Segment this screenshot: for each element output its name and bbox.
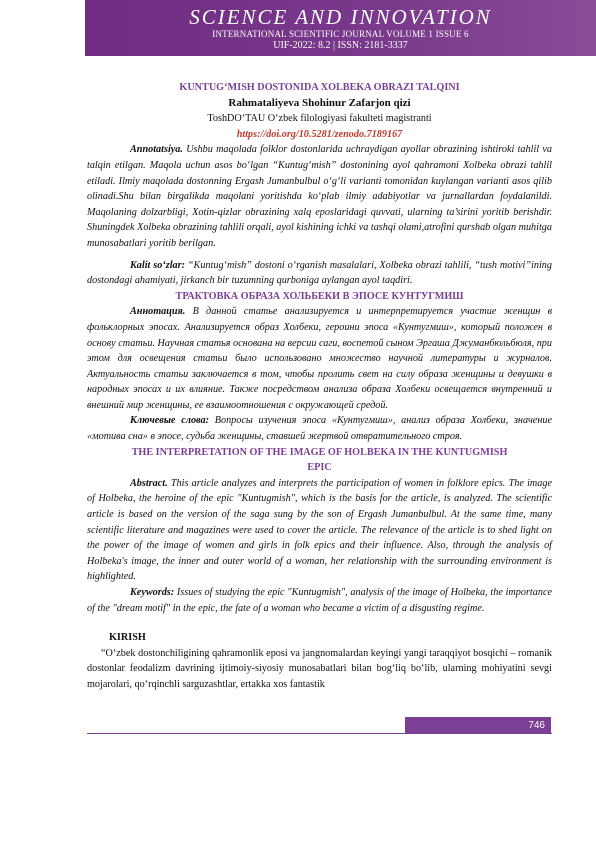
header-left-blank (0, 0, 85, 56)
annotation-uz-text: Ushbu maqolada folklor dostonlarida uchraydigan ayollar obrazining ishtiroki tahlil va talqin etilgan. Maqola uchun asos bo‘lgan “Kuntug‘mish” dostonining ayol qahramoni Xolbeka obrazi tahlil etiladi. Ilmiy maqolada dostonning Ergash Jumanbulbul o‘g‘li varianti tomonidan kuylangan varianti asos qilib olinadi.Shu bilan birgalikda maqolani yoritishda ko‘plab ilmiy adabiyotlar va jurnallardan foydalanildi. Maqolaning dolzarbligi, Xotin-qizlar obrazining xalq eposlaridagi quvvati, ularning ta’sirini yoritib berishdir. Shuningdek Xolbeka obrazining tahlili orqali, ayol kishining ichki va tashqi olami,atrofini qurshab olgan muhitga munosabatlari yoritib berilgan. (87, 144, 552, 249)
annotation-ru (87, 304, 552, 413)
keywords-ru (87, 413, 552, 444)
abstract-en (87, 476, 552, 585)
keywords-en (87, 585, 552, 616)
journal-volume: INTERNATIONAL SCIENTIFIC JOURNAL VOLUME 1 ISSUE 6 (212, 29, 469, 39)
abstract-en-text: This article analyzes and interprets the participation of women in folklore epics. The image of Holbeka, the heroine of the epic "Kuntugmish", which is the basis for the article, is analyzed. The scientific article is based on the version of the saga sung by the son of Ergash Jumanbulbul. At the same time, many scientific literature and magazines were used to cover the article. The relevance of the article is to shed light on the power of the image of women and girls in folk epics and their influence. Also, through the analysis of Holbeka's image, the inner and outer world of a woman, her relationship with the surrounding environment is highlighted. (87, 477, 552, 583)
section-heading: KIRISH (109, 632, 146, 644)
keywords-ru-label: Ключевые слова: (130, 415, 210, 427)
footer-divider (87, 733, 552, 734)
journal-issn: UIF-2022: 8.2 | ISSN: 2181-3337 (273, 40, 408, 51)
keywords-uz-text: “Kuntug‘mish” dostoni o‘rganish masalalari, Xolbeka obrazi tahlili, “tush motivi”ining dostondagi ahamiyati, jirkanch bir tuzumning qurboniga aylangan ayol taqdiri. (87, 259, 552, 287)
journal-title: SCIENCE AND INNOVATION (189, 5, 492, 29)
annotation-ru-text: В данной статье анализируется и интерпретируется участие женщин в фольклорных эпосах. Анализируется образ Холбеки, героини эпоса «Кунтугмиш», который положен в основу статьи. Научная статья основана на версии саги, воспетой сыном Эргаша Джуманбюльбюля, при этом для освещения статьи было использовано множество научной литературы и журналов. Актуальность статьи заключается в том, чтобы пролить свет на силу образа женщины и девушки в народных эпосах и их влияние. Также посредством анализа образа Холбеки освещается внутренний и внешний мир женщины, ее взаимоотношения с окружающей средой. (87, 306, 552, 411)
journal-header (85, 0, 596, 56)
doi-link[interactable]: https://doi.org/10.5281/zenodo.7189167 (236, 128, 403, 140)
keywords-ru-text: Вопросы изучения эпоса «Кунтугмиш», анализ образа Холбеки, значение «мотива сна» в эпосе, судьба женщины, ставшей жертвой отвратительного строя. (87, 415, 552, 443)
annotation-uz (87, 142, 552, 251)
annotation-ru-label: Аннотация. (130, 306, 186, 318)
annotation-uz-label: Annotatsiya. (130, 144, 183, 156)
author: Rahmataliyeva Shohinur Zafarjon qizi (228, 96, 411, 109)
article-body (87, 80, 552, 693)
title-en: THE INTERPRETATION OF THE IMAGE OF HOLBEKA IN THE KUNTUGMISH EPIC (131, 446, 508, 474)
page-number: 746 (405, 717, 551, 734)
intro-paragraph: “O‘zbek dostonchiligining qahramonlik eposi va jangnomalardan keyingi yangi taraqqiyot bosqichi – romanik dostonlar feodalizm davrining ijtimoiy-siyosiy munosabatlari bilan bog‘liq bo‘lib, ularning mohiyatini sevgi mojarolari, qo‘rqinchli sarguzashtlar, ertakka xos fantastik (87, 647, 552, 690)
abstract-en-label: Abstract. (130, 477, 168, 489)
keywords-en-label: Keywords: (130, 587, 175, 598)
title-uz: KUNTUG‘MISH DOSTONIDA XOLBEKA OBRAZI TALQINI (179, 82, 460, 93)
keywords-uz (87, 258, 552, 289)
affiliation: ToshDO‘TAU O‘zbek filologiyasi fakulteti magistranti (207, 113, 432, 125)
keywords-en-text: Issues of studying the epic "Kuntugmish", analysis of the image of Holbeka, the importance of the "dream motif" in the epic, the fate of a woman who became a victim of a disgusting regime. (87, 587, 552, 614)
keywords-uz-label: Kalit so‘zlar: (130, 259, 185, 271)
title-ru: ТРАКТОВКА ОБРАЗА ХОЛЬБЕКИ В ЭПОСЕ КУНТУГМИШ (175, 290, 464, 302)
